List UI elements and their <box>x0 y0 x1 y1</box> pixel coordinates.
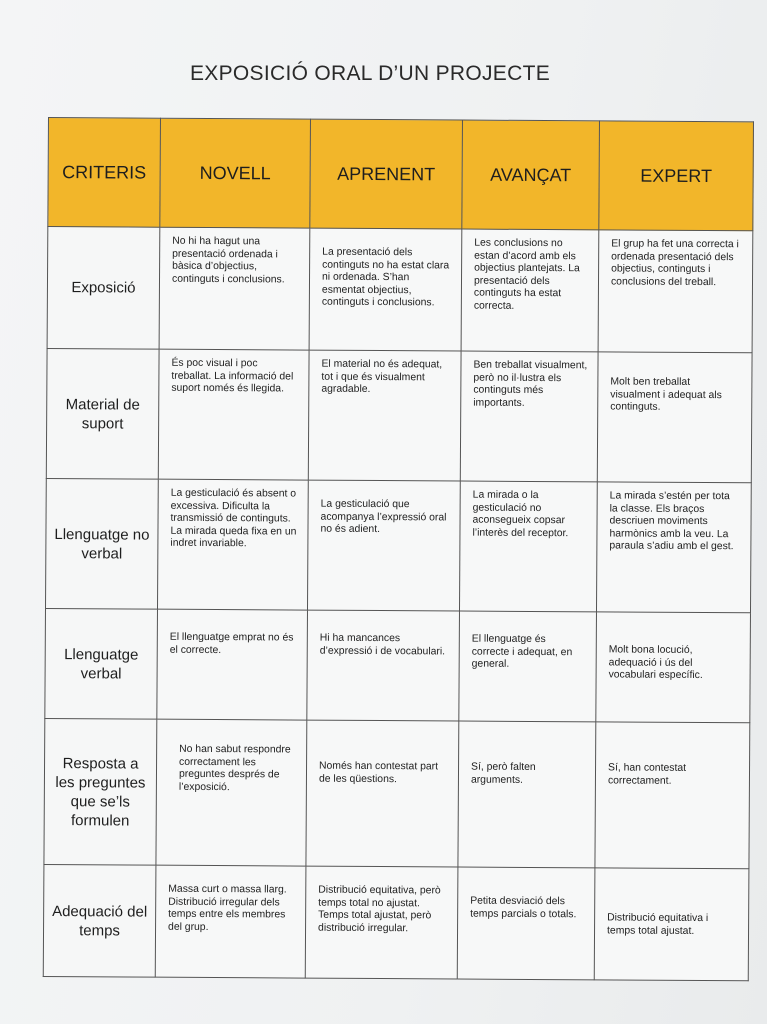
aprenent-cell: Només han contestat part de les qüestions. <box>306 720 459 867</box>
criterion-cell: Exposició <box>47 227 160 350</box>
aprenent-cell: Distribució equitativa, però temps total no ajustat. Temps total ajustat, però distribució irregular. <box>305 866 458 979</box>
novell-cell: La gesticulació és absent o excessiva. Dificulta la transmissió de continguts. La mirada queda fixa en un indret invariable. <box>157 479 308 610</box>
expert-cell: La mirada s’estén per tota la classe. Els braços descriuen moviments harmònics amb la veu. La paraula s’adiu amb el gest. <box>596 482 751 613</box>
table-row <box>44 718 750 868</box>
expert-cell: Sí, han contestat correctament. <box>595 722 750 869</box>
novell-cell: No han sabut respondre correctament les preguntes després de l’exposició. <box>156 719 307 866</box>
novell-cell: És poc visual i poc treballat. La informació del suport només és llegida. <box>158 349 309 480</box>
header-novell: NOVELL <box>160 118 311 228</box>
header-expert: EXPERT <box>599 121 754 231</box>
aprenent-cell: La gesticulació que acompanya l’expressió oral no és adient. <box>307 480 460 611</box>
avancat-cell: El llenguatge és correcte i adequat, en general. <box>459 611 597 722</box>
table-row <box>47 227 753 353</box>
page-title: EXPOSICIÓ ORAL D’UN PROJECTE <box>189 62 551 85</box>
header-criteris: CRITERIS <box>48 118 161 228</box>
expert-cell: Distribució equitativa i temps total ajustat. <box>594 868 749 981</box>
table-row <box>45 608 751 722</box>
criterion-cell: Material de suport <box>46 348 159 479</box>
expert-cell: Molt bona locució, adequació i ús del vocabulari específic. <box>596 612 751 723</box>
aprenent-cell: Hi ha mancances d’expressió i de vocabulari. <box>307 610 460 721</box>
table-row <box>45 478 751 612</box>
avancat-cell: Petita desviació dels temps parcials o totals. <box>457 867 595 980</box>
table-row <box>46 348 752 482</box>
header-avancat: AVANÇAT <box>462 120 600 230</box>
avancat-cell: Sí, però falten arguments. <box>458 721 596 868</box>
criterion-cell: Adequació del temps <box>43 864 156 977</box>
rubric-table <box>43 117 754 981</box>
avancat-cell: Ben treballat visualment, però no il·lustra els continguts més importants. <box>460 351 598 482</box>
header-row <box>48 118 754 231</box>
expert-cell: El grup ha fet una correcta i ordenada presentació dels objectius, continguts i conclusions del treball. <box>598 230 753 353</box>
criterion-cell: Resposta a les preguntes que se’ls formulen <box>44 718 157 865</box>
criterion-cell: Llenguatge verbal <box>45 608 158 719</box>
expert-cell: Molt ben treballat visualment i adequat als continguts. <box>597 352 752 483</box>
aprenent-cell: El material no és adequat, tot i que és visualment agradable. <box>308 350 461 481</box>
table-row <box>43 864 749 980</box>
criterion-cell: Llenguatge no verbal <box>45 478 158 609</box>
aprenent-cell: La presentació dels continguts no ha estat clara ni ordenada. S’han esmentat objectius, continguts i conclusions. <box>309 228 462 351</box>
header-aprenent: APRENENT <box>310 119 463 229</box>
novell-cell: El llenguatge emprat no és el correcte. <box>157 609 308 720</box>
avancat-cell: Les conclusions no estan d’acord amb els objectius plantejats. La presentació dels continguts ha estat correcta. <box>461 229 599 352</box>
novell-cell: Massa curt o massa llarg. Distribució irregular dels temps entre els membres del grup. <box>155 865 306 978</box>
novell-cell: No hi ha hagut una presentació ordenada i bàsica d’objectius, continguts i conclusions. <box>159 227 310 350</box>
avancat-cell: La mirada o la gesticulació no aconsegueix copsar l’interès del receptor. <box>459 481 597 612</box>
